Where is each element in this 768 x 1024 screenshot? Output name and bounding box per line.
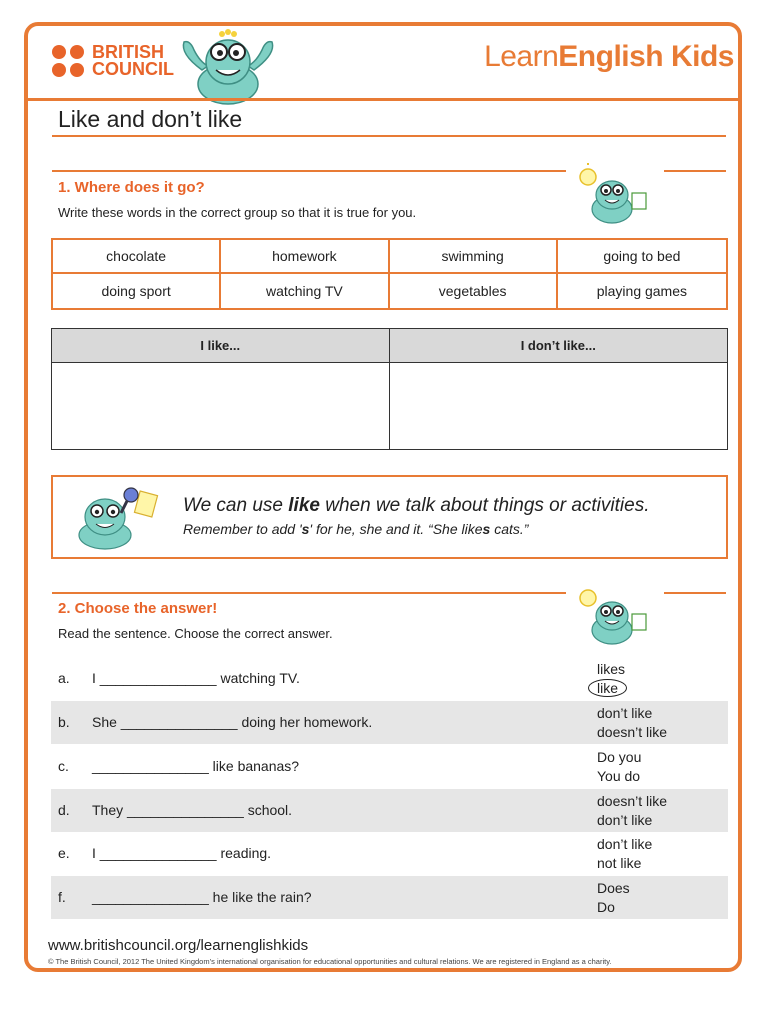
- question-row: [51, 789, 728, 832]
- section1-line-right: [664, 170, 726, 172]
- answer-options: [597, 792, 667, 830]
- logo-learn: Learn: [484, 40, 559, 73]
- logo-line-2: COUNCIL: [92, 59, 174, 79]
- dislike-answer-area[interactable]: [390, 363, 728, 449]
- answer-options: [597, 660, 627, 698]
- word-cell: homework: [221, 240, 389, 274]
- question-row: [51, 832, 728, 875]
- page-title: Like and don’t like: [58, 106, 243, 132]
- dislike-column-header: I don’t like...: [390, 329, 728, 363]
- like-dislike-table: [51, 328, 728, 450]
- word-cell: vegetables: [390, 274, 558, 308]
- footer-url-link[interactable]: www.britishcouncil.org/learnenglishkids: [48, 937, 309, 954]
- question-text: She _______________ doing her homework.: [92, 714, 373, 730]
- question-text: They _______________ school.: [92, 802, 293, 818]
- question-letter: e.: [58, 845, 70, 861]
- question-letter: d.: [58, 802, 70, 818]
- section2-line-right: [664, 592, 726, 594]
- section1-instruction: Write these words in the correct group so that it is true for you.: [58, 205, 417, 220]
- tip-sub-middle: ' for he, she and it. “She like: [309, 521, 483, 537]
- grammar-tip-box: [51, 475, 728, 559]
- like-column-header: I like...: [52, 329, 390, 363]
- answer-option[interactable]: Does: [597, 880, 630, 896]
- word-cell: watching TV: [221, 274, 389, 308]
- logo-english: English: [558, 40, 664, 73]
- answer-options: [597, 748, 641, 786]
- logo-kids: Kids: [663, 40, 734, 73]
- tip-main-suffix: when we talk about things or activities.: [319, 495, 650, 516]
- question-letter: f.: [58, 889, 66, 905]
- answer-option-circled[interactable]: like: [588, 679, 627, 697]
- answer-option[interactable]: doesn’t like: [597, 724, 668, 740]
- section2-instruction: Read the sentence. Choose the correct answer.: [58, 626, 333, 641]
- answer-option[interactable]: don’t like: [597, 705, 653, 721]
- tip-main-prefix: We can use: [183, 495, 289, 516]
- tip-sub-keyword-2: s: [482, 521, 491, 537]
- word-cell: doing sport: [53, 274, 221, 308]
- answer-option[interactable]: not like: [597, 855, 642, 871]
- answer-options: [597, 835, 652, 873]
- question-letter: c.: [58, 758, 69, 774]
- title-underline: [52, 135, 726, 137]
- answer-options: [597, 704, 667, 742]
- learnenglish-kids-logo: [484, 40, 734, 74]
- tip-main-text: [183, 495, 649, 517]
- section1-line-left: [52, 170, 566, 172]
- question-row: [51, 657, 728, 700]
- like-answer-area[interactable]: [52, 363, 390, 449]
- word-cell: chocolate: [53, 240, 221, 274]
- monster-mascot-icon: [172, 28, 284, 106]
- question-row: [51, 876, 728, 919]
- answer-option[interactable]: You do: [597, 768, 641, 784]
- word-cell: playing games: [596, 283, 688, 299]
- logo-line-1: BRITISH: [92, 42, 164, 62]
- monster-lightbulb-icon: [572, 584, 656, 650]
- answer-option[interactable]: Do you: [597, 749, 642, 765]
- answer-options: [597, 879, 630, 917]
- word-cell: swimming: [390, 240, 558, 274]
- tip-main-keyword: like: [288, 495, 320, 516]
- tip-sub-prefix: Remember to add ': [183, 521, 302, 537]
- answer-option[interactable]: Do: [597, 899, 615, 915]
- question-letter: b.: [58, 714, 70, 730]
- word-box: [51, 238, 728, 310]
- monster-lightbulb-icon: [572, 163, 656, 229]
- question-row: [51, 701, 728, 744]
- section2-line-left: [52, 592, 566, 594]
- question-text: I _______________ reading.: [92, 845, 272, 861]
- question-text: _______________ he like the rain?: [92, 889, 312, 905]
- section2-title: 2. Choose the answer!: [58, 600, 218, 617]
- footer-copyright: © The British Council, 2012 The United Kingdom’s international organisation for educational opportunities and cultural relations. We are registered in England as a charity.: [48, 957, 612, 966]
- answer-option[interactable]: doesn’t like: [597, 793, 668, 809]
- monster-magnifier-icon: [75, 483, 167, 553]
- answer-option[interactable]: don’t like: [597, 836, 653, 852]
- answer-option[interactable]: likes: [597, 661, 626, 677]
- tip-sub-keyword: s: [301, 521, 310, 537]
- question-row: [51, 745, 728, 788]
- question-text: I _______________ watching TV.: [92, 670, 300, 686]
- logo-dots-icon: [52, 45, 84, 77]
- tip-sub-suffix: cats.”: [490, 521, 529, 537]
- question-letter: a.: [58, 670, 70, 686]
- answer-option[interactable]: don’t like: [597, 812, 653, 828]
- word-cell: going to bed: [558, 240, 726, 274]
- header-divider: [28, 98, 738, 101]
- tip-sub-text: [183, 521, 528, 537]
- question-text: _______________ like bananas?: [92, 758, 300, 774]
- british-council-logo: [52, 44, 174, 78]
- section1-title: 1. Where does it go?: [58, 179, 205, 196]
